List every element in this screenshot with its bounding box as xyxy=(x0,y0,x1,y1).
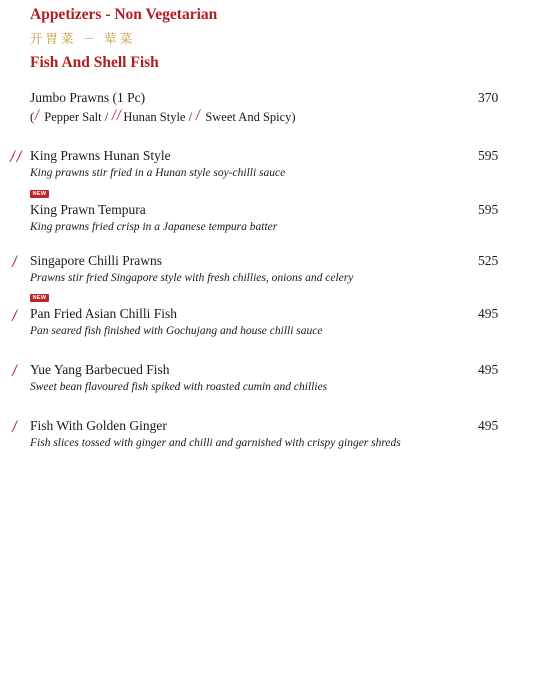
option-hunan-style: Hunan Style / xyxy=(123,110,193,125)
item-description: King prawns fried crisp in a Japanese tempura batter xyxy=(30,221,278,233)
new-badge: NEW xyxy=(30,190,49,198)
item-price: 525 xyxy=(478,253,499,268)
option-pepper-salt: Pepper Salt / xyxy=(44,110,109,125)
chili-icon xyxy=(11,309,19,322)
chinese-title: 开胃菜 － 荤菜 xyxy=(30,32,136,46)
double-chili-icon xyxy=(111,109,123,125)
chili-icon xyxy=(11,420,19,433)
item-description: Fish slices tossed with ginger and chilli and garnished with crispy ginger shreds xyxy=(30,437,401,449)
item-description: Sweet bean flavoured fish spiked with roasted cumin and chillies xyxy=(30,381,328,393)
chili-icon xyxy=(11,364,19,377)
double-chili-icon xyxy=(9,150,24,163)
new-badge: NEW xyxy=(30,294,49,302)
chili-icon xyxy=(195,109,202,125)
options-open-paren: ( xyxy=(30,110,35,125)
page-title: Appetizers - Non Vegetarian xyxy=(30,6,218,23)
item-name: Singapore Chilli Prawns xyxy=(30,253,162,268)
option-sweet-and-spicy: Sweet And Spicy) xyxy=(205,110,296,125)
menu-header xyxy=(30,6,217,72)
item-price: 595 xyxy=(478,148,499,163)
item-name: King Prawn Tempura xyxy=(30,202,146,217)
item-name: Pan Fried Asian Chilli Fish xyxy=(30,306,178,321)
item-name: Fish With Golden Ginger xyxy=(30,418,167,433)
item-price: 495 xyxy=(478,418,499,433)
section-title: Fish And Shell Fish xyxy=(30,54,159,71)
item-name: King Prawns Hunan Style xyxy=(30,148,171,163)
item-price: 495 xyxy=(478,306,499,321)
item-price: 595 xyxy=(478,202,499,217)
item-options xyxy=(30,108,296,125)
chili-icon xyxy=(34,109,41,125)
item-description: Pan seared fish finished with Gochujang and house chilli sauce xyxy=(30,325,323,337)
item-price: 495 xyxy=(478,362,499,377)
item-price: 370 xyxy=(478,90,499,105)
chili-icon xyxy=(11,255,19,268)
item-name: Yue Yang Barbecued Fish xyxy=(30,362,170,377)
item-description: Prawns stir fried Singapore style with fresh chillies, onions and celery xyxy=(30,272,354,284)
item-name: Jumbo Prawns (1 Pc) xyxy=(30,90,146,105)
item-description: King prawns stir fried in a Hunan style soy-chilli sauce xyxy=(30,167,286,179)
